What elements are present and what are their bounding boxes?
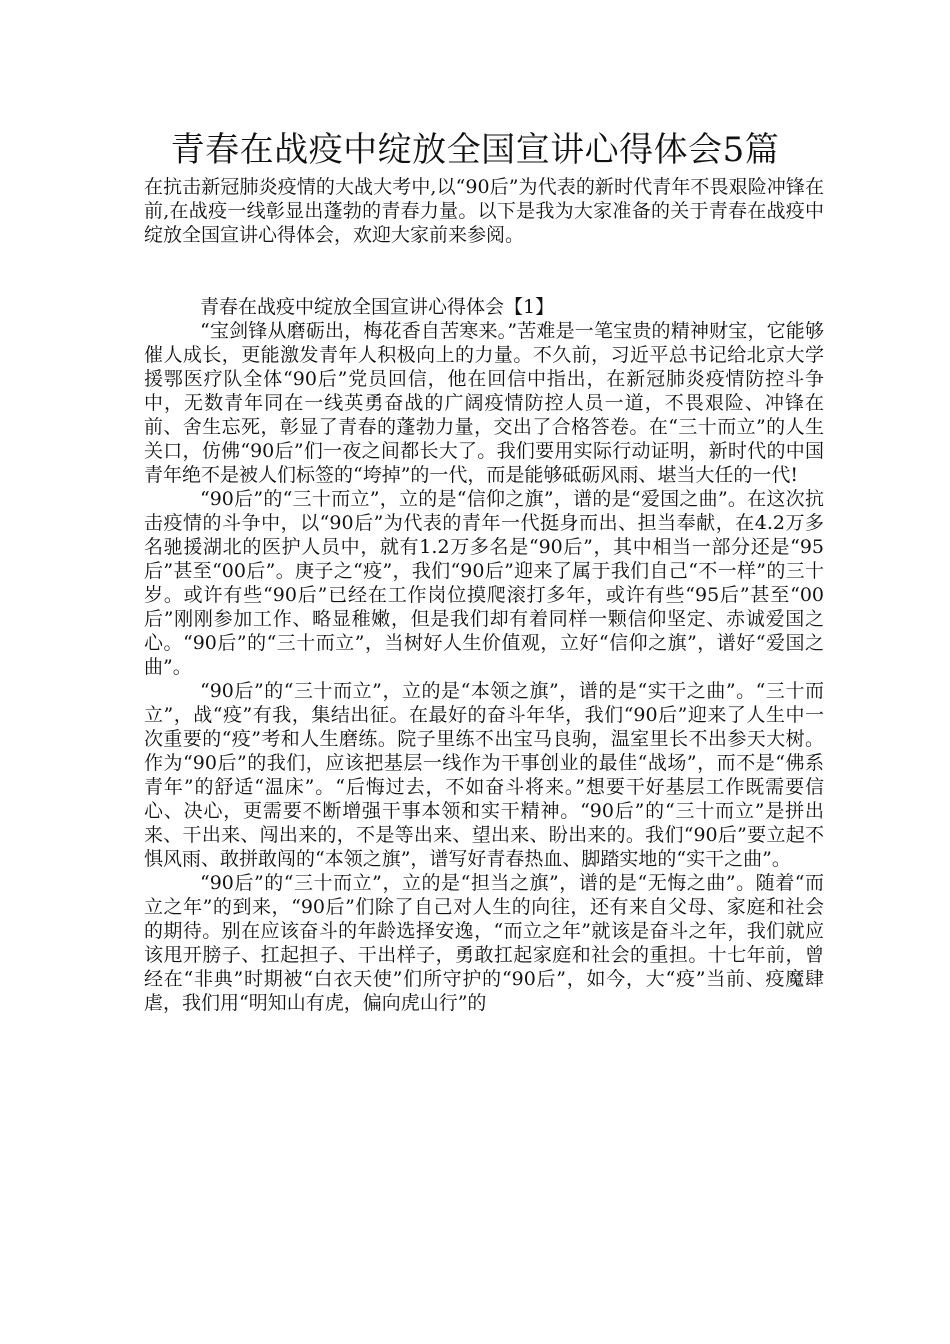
body-paragraph: “90后”的“三十而立”，立的是“本领之旗”，谱的是“实干之曲”。“三十而立”，战“疫”有我，集结出征。在最好的奋斗年华，我们“90后”迎来了人生中一次重要的“疫”考和人生磨练。院子里练不出宝马良驹，温室里长不出参天大树。作为“90后”的我们，应该把基层一线作为干事创业的最佳“战场”，而不是“佛系青年”的舒适“温床”。“后悔过去，不如奋斗将来。”想要干好基层工作既需要信心、决心，更需要不断增强干事本领和实干精神。“90后”的“三十而立”是拼出来、干出来、闯出来的，不是等出来、望出来、盼出来的。我们“90后”要立起不惧风雨、敢拼敢闯的“本领之旗”，谱写好青春热血、脚踏实地的“实干之曲”。: [144, 680, 824, 870]
document-title: 青春在战疫中绽放全国宣讲心得体会5篇: [170, 130, 780, 170]
section-heading: 青春在战疫中绽放全国宣讲心得体会【1】: [200, 296, 555, 318]
body-paragraph: “宝剑锋从磨砺出，梅花香自苦寒来。”苦难是一笔宝贵的精神财宝，它能够催人成长，更能激发青年人积极向上的力量。不久前，习近平总书记给北京大学援鄂医疗队全体“90后”党员回信，他在回信中指出，在新冠肺炎疫情防控斗争中，无数青年同在一线英勇奋战的广阔疫情防控人员一道，不畏艰险、冲锋在前、舍生忘死，彰显了青春的蓬勃力量，交出了合格答卷。在“三十而立”的人生关口，仿佛“90后”们一夜之间都长大了。我们要用实际行动证明，新时代的中国青年绝不是被人们标签的“垮掉”的一代，而是能够砥砺风雨、堪当大任的一代!: [144, 320, 824, 486]
body-paragraph: “90后”的“三十而立”，立的是“担当之旗”，谱的是“无悔之曲”。随着“而立之年”的到来，“90后”们除了自己对人生的向往，还有来自父母、家庭和社会的期待。别在应该奋斗的年龄选择安逸，“而立之年”就该是奋斗之年，我们就应该甩开膀子、扛起担子、干出样子，勇敢扛起家庭和社会的重担。十七年前，曾经在“非典”时期被“白衣天使”们所守护的“90后”，如今，大“疫”当前、疫魔肆虐，我们用“明知山有虎，偏向虎山行”的: [144, 872, 824, 1014]
section-1: [144, 295, 824, 1015]
intro-paragraph: 在抗击新冠肺炎疫情的大战大考中,以“90后”为代表的新时代青年不畏艰险冲锋在前,在战疫一线彰显出蓬勃的青春力量。以下是我为大家准备的关于青春在战疫中绽放全国宣讲心得体会，欢迎大家前来参阅。: [144, 176, 824, 246]
body-paragraph: “90后”的“三十而立”，立的是“信仰之旗”，谱的是“爱国之曲”。在这次抗击疫情的斗争中，以“90后”为代表的青年一代挺身而出、担当奉献，在4.2万多名驰援湖北的医护人员中，就有1.2万多名是“90后”，其中相当一部分还是“95后”甚至“00后”。庚子之“疫”，我们“90后”迎来了属于我们自己“不一样”的三十岁。或许有些“90后”已经在工作岗位摸爬滚打多年，或许有些“95后”甚至“00后”刚刚参加工作、略显稚嫩，但是我们却有着同样一颗信仰坚定、赤诚爱国之心。“90后”的“三十而立”，当树好人生价值观，立好“信仰之旗”，谱好“爱国之曲”。: [144, 488, 824, 678]
